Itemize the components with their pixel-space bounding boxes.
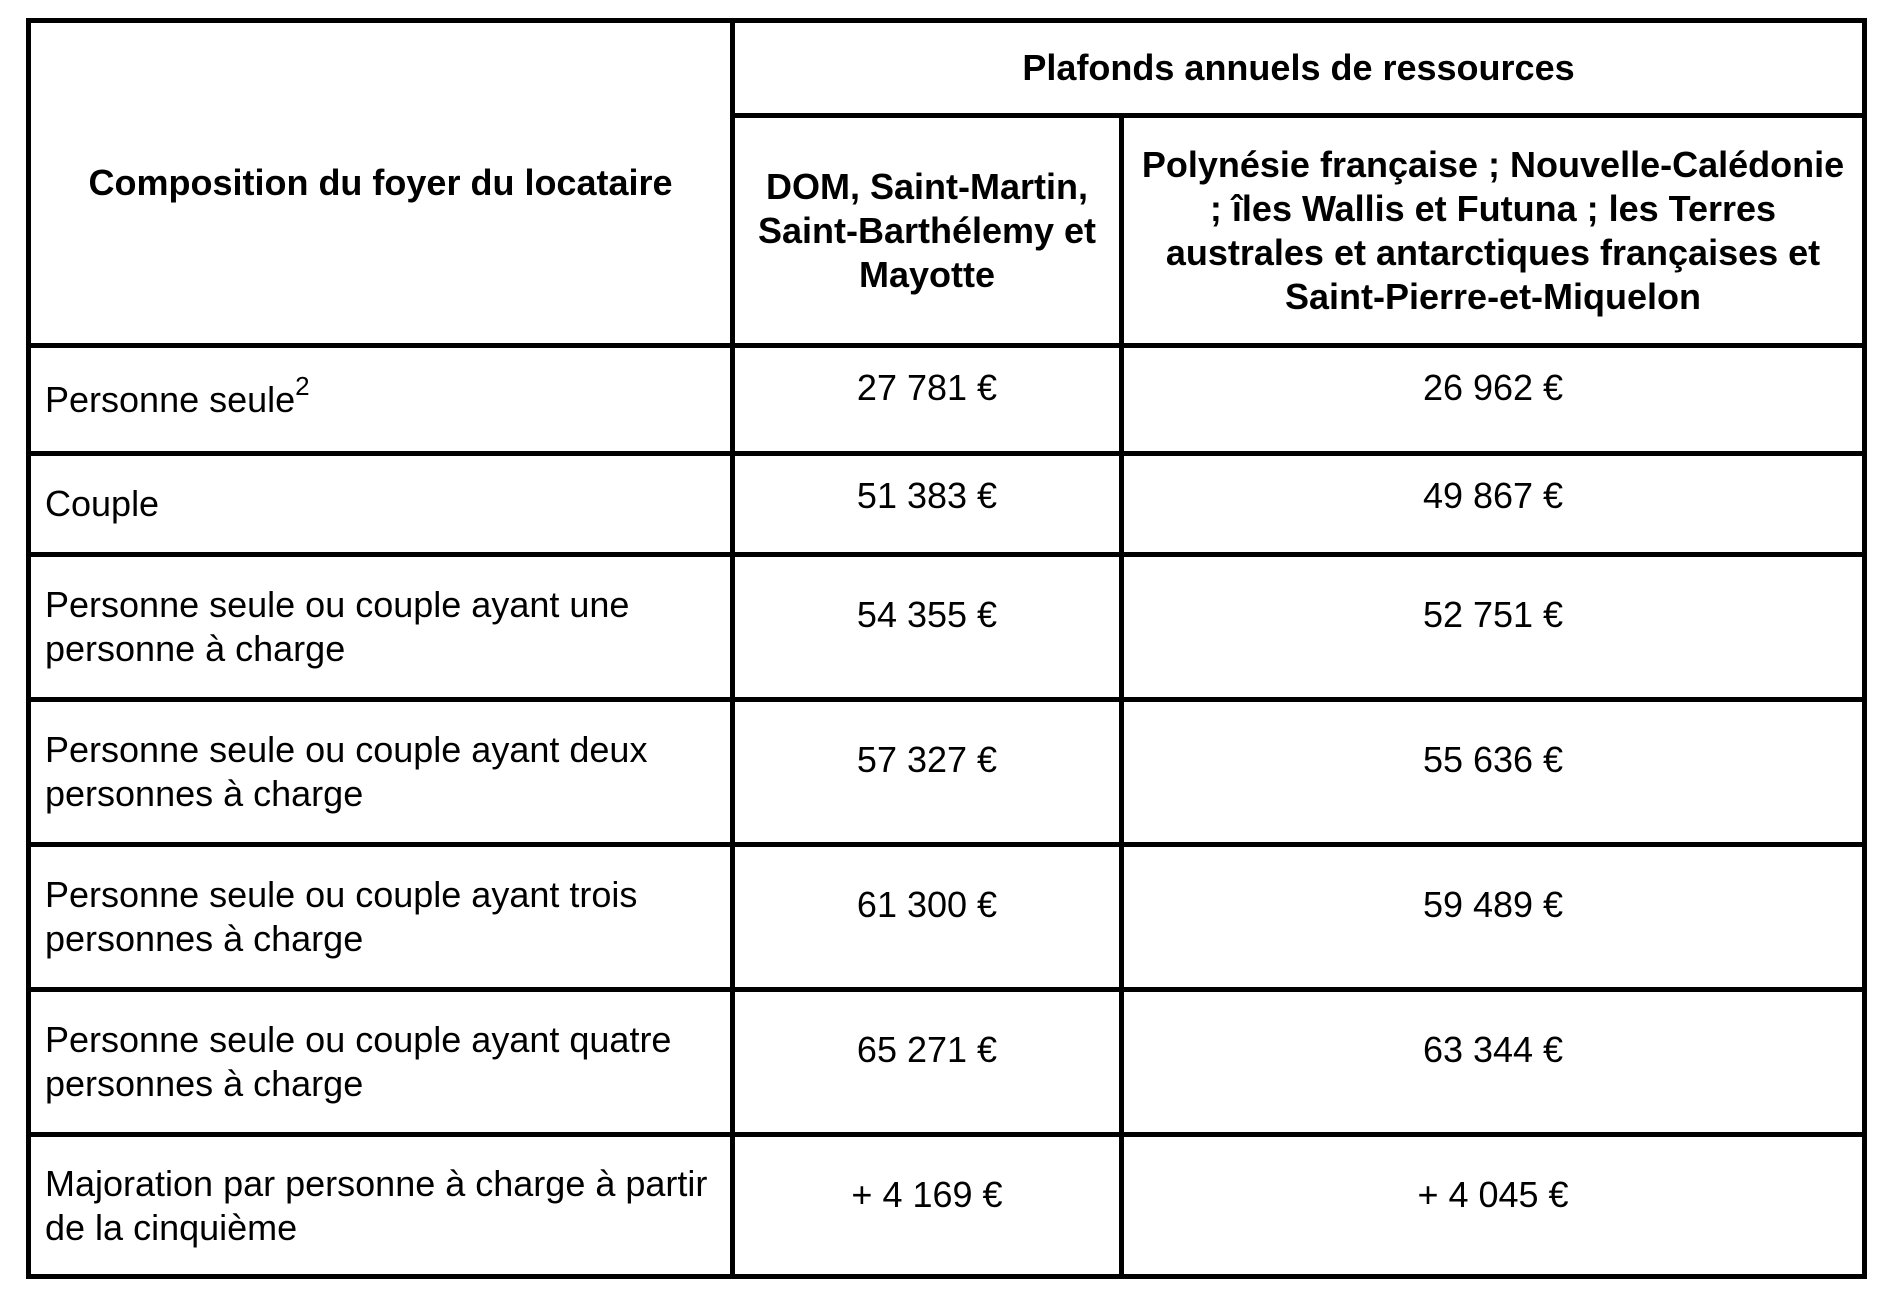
overseas-value: 49 867 €: [1122, 454, 1865, 555]
resource-ceilings-table: [26, 18, 1867, 1279]
overseas-value: 63 344 €: [1122, 990, 1865, 1135]
dom-value: 57 327 €: [733, 700, 1122, 845]
overseas-column-header: Polynésie française ; Nouvelle-Calédonie ; îles Wallis et Futuna ; les Terres australes et antarctiques françaises et Saint-Pierre-et-Miquelon: [1122, 116, 1865, 346]
table-row: [29, 1135, 1865, 1277]
row-label: Personne seule ou couple ayant une personne à charge: [29, 555, 733, 700]
row-label: Personne seule ou couple ayant quatre personnes à charge: [29, 990, 733, 1135]
overseas-value: 55 636 €: [1122, 700, 1865, 845]
dom-value: 61 300 €: [733, 845, 1122, 990]
footnote-marker: 2: [295, 370, 310, 401]
dom-value: + 4 169 €: [733, 1135, 1122, 1277]
row-label: Personne seule ou couple ayant deux personnes à charge: [29, 700, 733, 845]
dom-value: 51 383 €: [733, 454, 1122, 555]
dom-value: 65 271 €: [733, 990, 1122, 1135]
row-label: Personne seule ou couple ayant trois personnes à charge: [29, 845, 733, 990]
row-label: Majoration par personne à charge à partir de la cinquième: [29, 1135, 733, 1277]
dom-value: 27 781 €: [733, 346, 1122, 454]
overseas-value: 26 962 €: [1122, 346, 1865, 454]
row-label: Couple: [29, 454, 733, 555]
table-row: [29, 845, 1865, 990]
dom-value: 54 355 €: [733, 555, 1122, 700]
row-label: [29, 346, 733, 454]
dom-column-header: DOM, Saint-Martin, Saint-Barthélemy et Mayotte: [733, 116, 1122, 346]
composition-header: Composition du foyer du locataire: [29, 21, 733, 346]
header-row-main: [29, 21, 1865, 116]
table-row: [29, 346, 1865, 454]
overseas-value: 52 751 €: [1122, 555, 1865, 700]
table-row: [29, 700, 1865, 845]
overseas-value: + 4 045 €: [1122, 1135, 1865, 1277]
ceilings-group-header: Plafonds annuels de ressources: [733, 21, 1865, 116]
table-row: [29, 990, 1865, 1135]
overseas-value: 59 489 €: [1122, 845, 1865, 990]
row-label-text: Personne seule: [45, 378, 296, 420]
table-row: [29, 454, 1865, 555]
table-row: [29, 555, 1865, 700]
